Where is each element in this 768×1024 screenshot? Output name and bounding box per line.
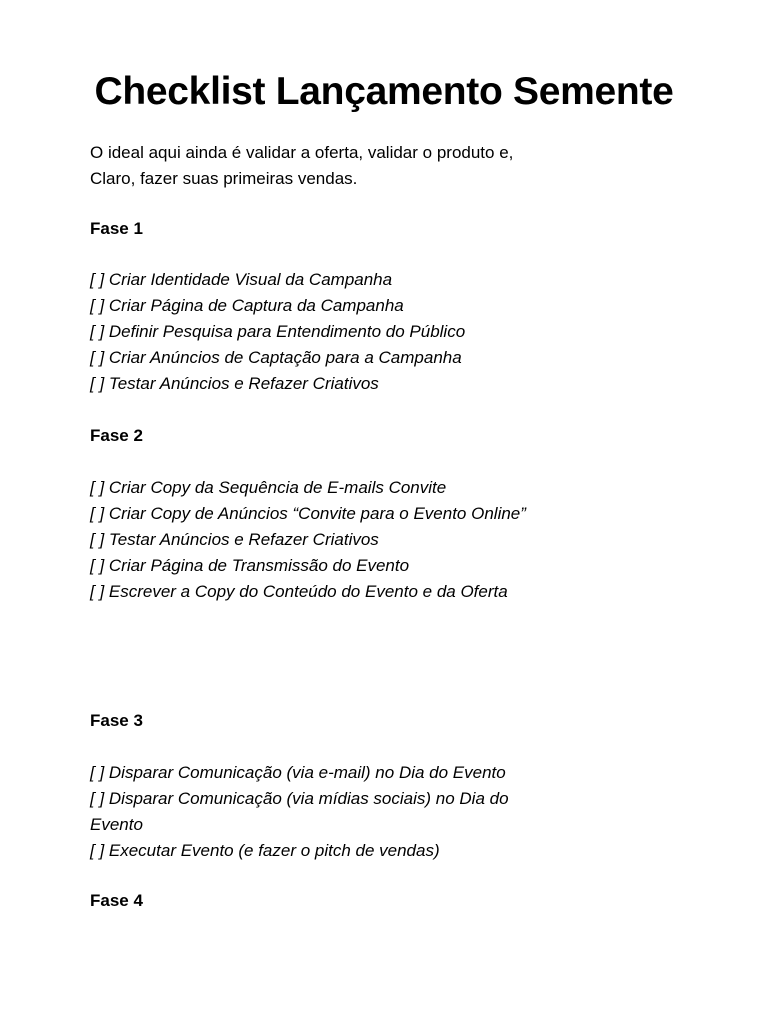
- checklist-item: [ ] Testar Anúncios e Refazer Criativos: [90, 374, 379, 393]
- checklist-item: [ ] Escrever a Copy do Conteúdo do Evento e da Oferta: [90, 582, 508, 601]
- checklist-item: [ ] Criar Página de Captura da Campanha: [90, 296, 404, 315]
- checklist-item: [ ] Testar Anúncios e Refazer Criativos: [90, 530, 379, 549]
- phase-heading: Fase 3: [90, 711, 143, 730]
- phase-heading: Fase 1: [90, 219, 143, 238]
- checklist-item: [ ] Criar Copy de Anúncios “Convite para o Evento Online”: [90, 504, 526, 523]
- phase-checklist: [90, 475, 550, 605]
- phase-heading: Fase 2: [90, 426, 143, 445]
- checklist-item: [ ] Criar Copy da Sequência de E-mails Convite: [90, 478, 447, 497]
- checklist-item: [ ] Disparar Comunicação (via e-mail) no Dia do Evento: [90, 763, 506, 782]
- checklist-item: [ ] Disparar Comunicação (via mídias sociais) no Dia do Evento: [90, 789, 509, 834]
- intro-paragraph: [90, 140, 690, 192]
- document-title: Checklist Lançamento Semente: [94, 70, 674, 113]
- checklist-item: [ ] Criar Anúncios de Captação para a Campanha: [90, 348, 462, 367]
- checklist-item: [ ] Criar Página de Transmissão do Evento: [90, 556, 410, 575]
- checklist-item: [ ] Criar Identidade Visual da Campanha: [90, 270, 393, 289]
- phase-heading: Fase 4: [90, 891, 143, 910]
- phase-checklist: [90, 760, 550, 864]
- intro-line: Claro, fazer suas primeiras vendas.: [90, 169, 358, 188]
- intro-line: O ideal aqui ainda é validar a oferta, validar o produto e,: [90, 143, 514, 162]
- checklist-item: [ ] Executar Evento (e fazer o pitch de vendas): [90, 841, 440, 860]
- checklist-item: [ ] Definir Pesquisa para Entendimento do Público: [90, 322, 466, 341]
- phase-checklist: [90, 267, 550, 397]
